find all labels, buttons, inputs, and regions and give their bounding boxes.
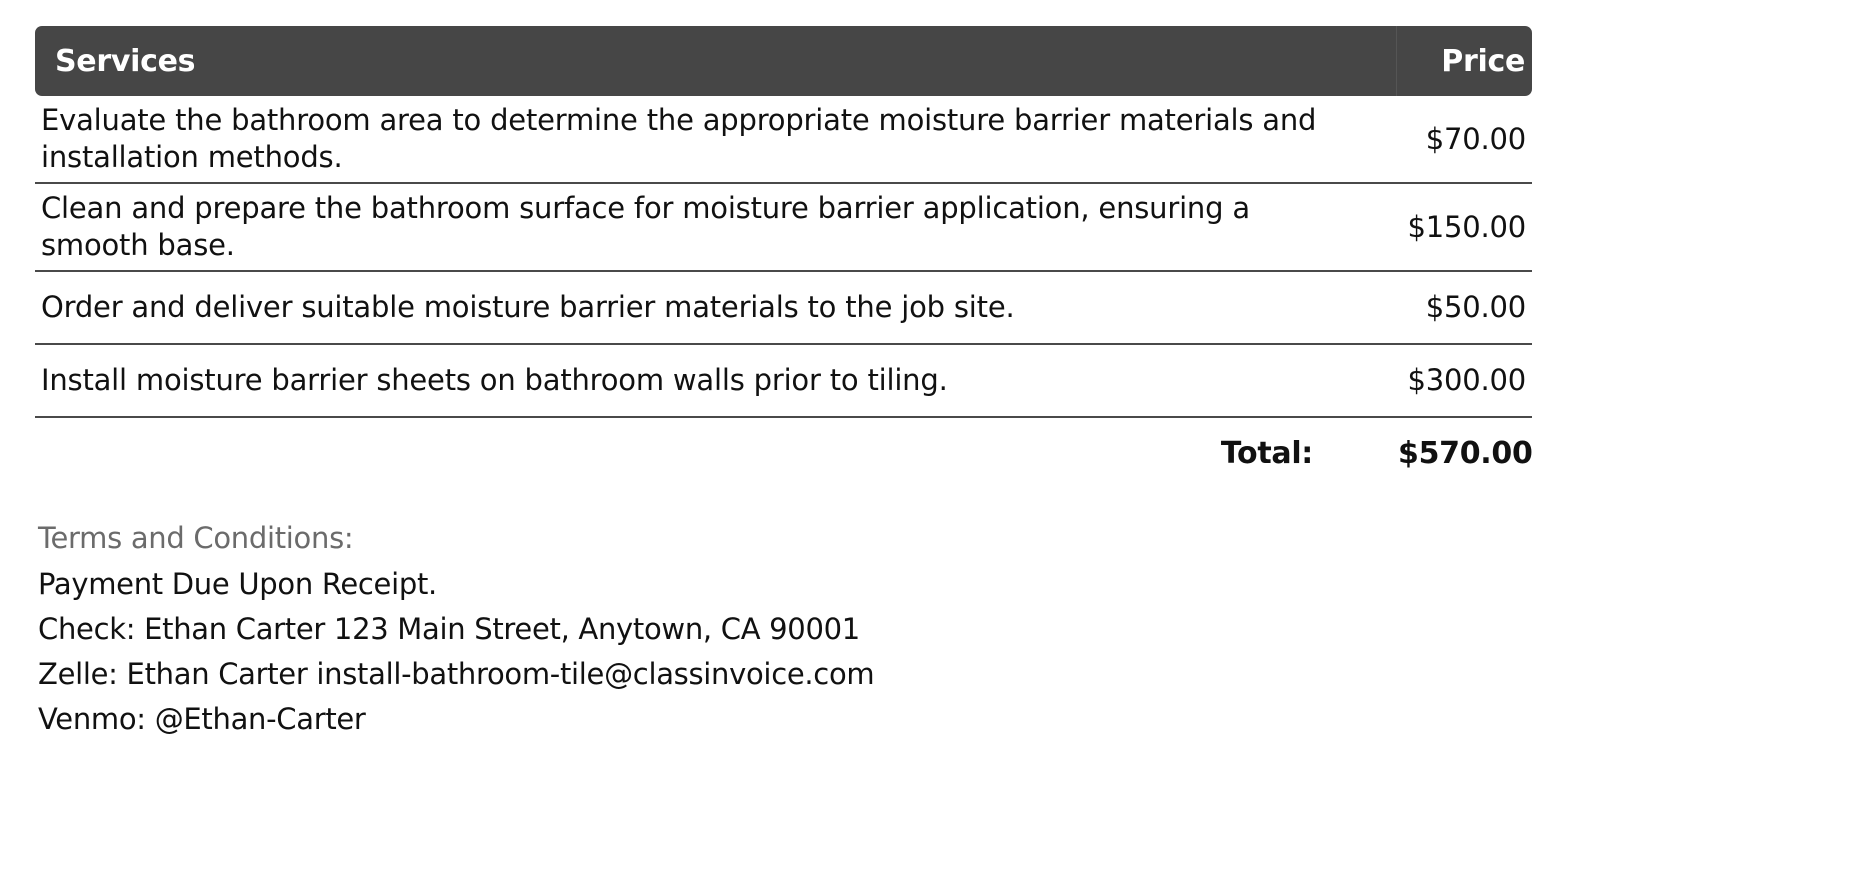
- terms-title: Terms and Conditions:: [38, 521, 354, 555]
- table-row: [35, 345, 1532, 418]
- column-header-price: Price: [1397, 26, 1532, 96]
- table-row: [35, 272, 1532, 345]
- service-price: $50.00: [1397, 272, 1532, 345]
- terms-and-conditions: [38, 517, 1438, 742]
- table-row: [35, 96, 1532, 184]
- services-table-footer: [35, 418, 1532, 488]
- service-description: Evaluate the bathroom area to determine the appropriate moisture barrier materials and installation methods.: [35, 96, 1397, 184]
- services-table: [35, 26, 1532, 488]
- service-description: Order and deliver suitable moisture barrier materials to the job site.: [35, 272, 1397, 345]
- total-row: [35, 418, 1532, 488]
- invoice-services-section: [35, 26, 1532, 488]
- terms-zelle-payment: Zelle: Ethan Carter install-bathroom-tile@classinvoice.com: [38, 657, 875, 691]
- terms-venmo-payment: Venmo: @Ethan-Carter: [38, 702, 366, 736]
- service-description: Install moisture barrier sheets on bathroom walls prior to tiling.: [35, 345, 1397, 418]
- services-table-header: [35, 26, 1532, 96]
- table-row: [35, 184, 1532, 272]
- total-value: $570.00: [1398, 435, 1533, 471]
- terms-check-payment: Check: Ethan Carter 123 Main Street, Anytown, CA 90001: [38, 612, 860, 646]
- service-price: $300.00: [1397, 345, 1532, 418]
- service-price: $150.00: [1397, 184, 1532, 272]
- services-table-body: [35, 96, 1532, 418]
- column-header-services: Services: [35, 26, 1397, 96]
- terms-payment-due: Payment Due Upon Receipt.: [38, 567, 437, 601]
- service-description: Clean and prepare the bathroom surface for moisture barrier application, ensuring a smooth base.: [35, 184, 1397, 272]
- service-price: $70.00: [1397, 96, 1532, 184]
- total-label: Total:: [1220, 435, 1313, 471]
